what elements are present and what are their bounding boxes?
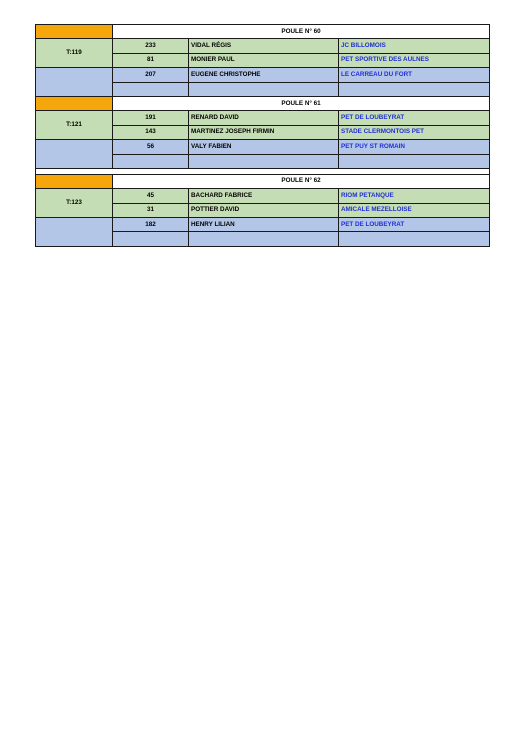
player-name: RENARD DAVID [189,111,339,125]
player-club [339,82,490,96]
player-number: 31 [113,203,189,217]
player-name: MARTINEZ JOSEPH FIRMIN [189,125,339,139]
player-number: 143 [113,125,189,139]
poule-header-row [36,96,490,110]
player-club [339,232,490,246]
poule-title: POULE N° 61 [113,96,490,110]
player-name: VIDAL RÉGIS [189,39,339,53]
player-row [36,218,490,232]
player-club: PET DE LOUBEYRAT [339,218,490,232]
player-row [36,111,490,125]
player-row [36,140,490,154]
player-row [36,39,490,53]
player-club [339,154,490,168]
player-club: JC BILLOMOIS [339,39,490,53]
player-number: 182 [113,218,189,232]
poule-color-swatch [36,25,113,39]
player-club: RIOM PETANQUE [339,189,490,203]
terrain-blank [36,140,113,169]
player-number: 191 [113,111,189,125]
player-name: EUGENE CHRISTOPHE [189,68,339,82]
poule-header-row [36,174,490,188]
poule-title: POULE N° 62 [113,174,490,188]
player-name [189,154,339,168]
player-club: PET SPORTIVE DES AULNES [339,53,490,67]
poule-title: POULE N° 60 [113,25,490,39]
player-name: MONIER PAUL [189,53,339,67]
player-number: 207 [113,68,189,82]
player-number [113,232,189,246]
player-club: PET PUY ST ROMAIN [339,140,490,154]
terrain-label: T:121 [36,111,113,140]
player-club: STADE CLERMONTOIS PET [339,125,490,139]
poule-color-swatch [36,96,113,110]
player-number: 56 [113,140,189,154]
terrain-label: T:123 [36,189,113,218]
player-club: LE CARREAU DU FORT [339,68,490,82]
player-name [189,232,339,246]
player-number: 81 [113,53,189,67]
player-row [36,189,490,203]
player-number: 45 [113,189,189,203]
player-name: HENRY LILIAN [189,218,339,232]
player-name: VALY FABIEN [189,140,339,154]
player-name: BACHARD FABRICE [189,189,339,203]
poules-table [35,24,490,247]
player-row [36,68,490,82]
terrain-label: T:119 [36,39,113,68]
poule-color-swatch [36,174,113,188]
player-name [189,82,339,96]
player-club: PET DE LOUBEYRAT [339,111,490,125]
player-number: 233 [113,39,189,53]
player-number [113,154,189,168]
player-club: AMICALE MEZELLOISE [339,203,490,217]
terrain-blank [36,68,113,97]
player-name: POTTIER DAVID [189,203,339,217]
poule-header-row [36,25,490,39]
player-number [113,82,189,96]
terrain-blank [36,218,113,247]
